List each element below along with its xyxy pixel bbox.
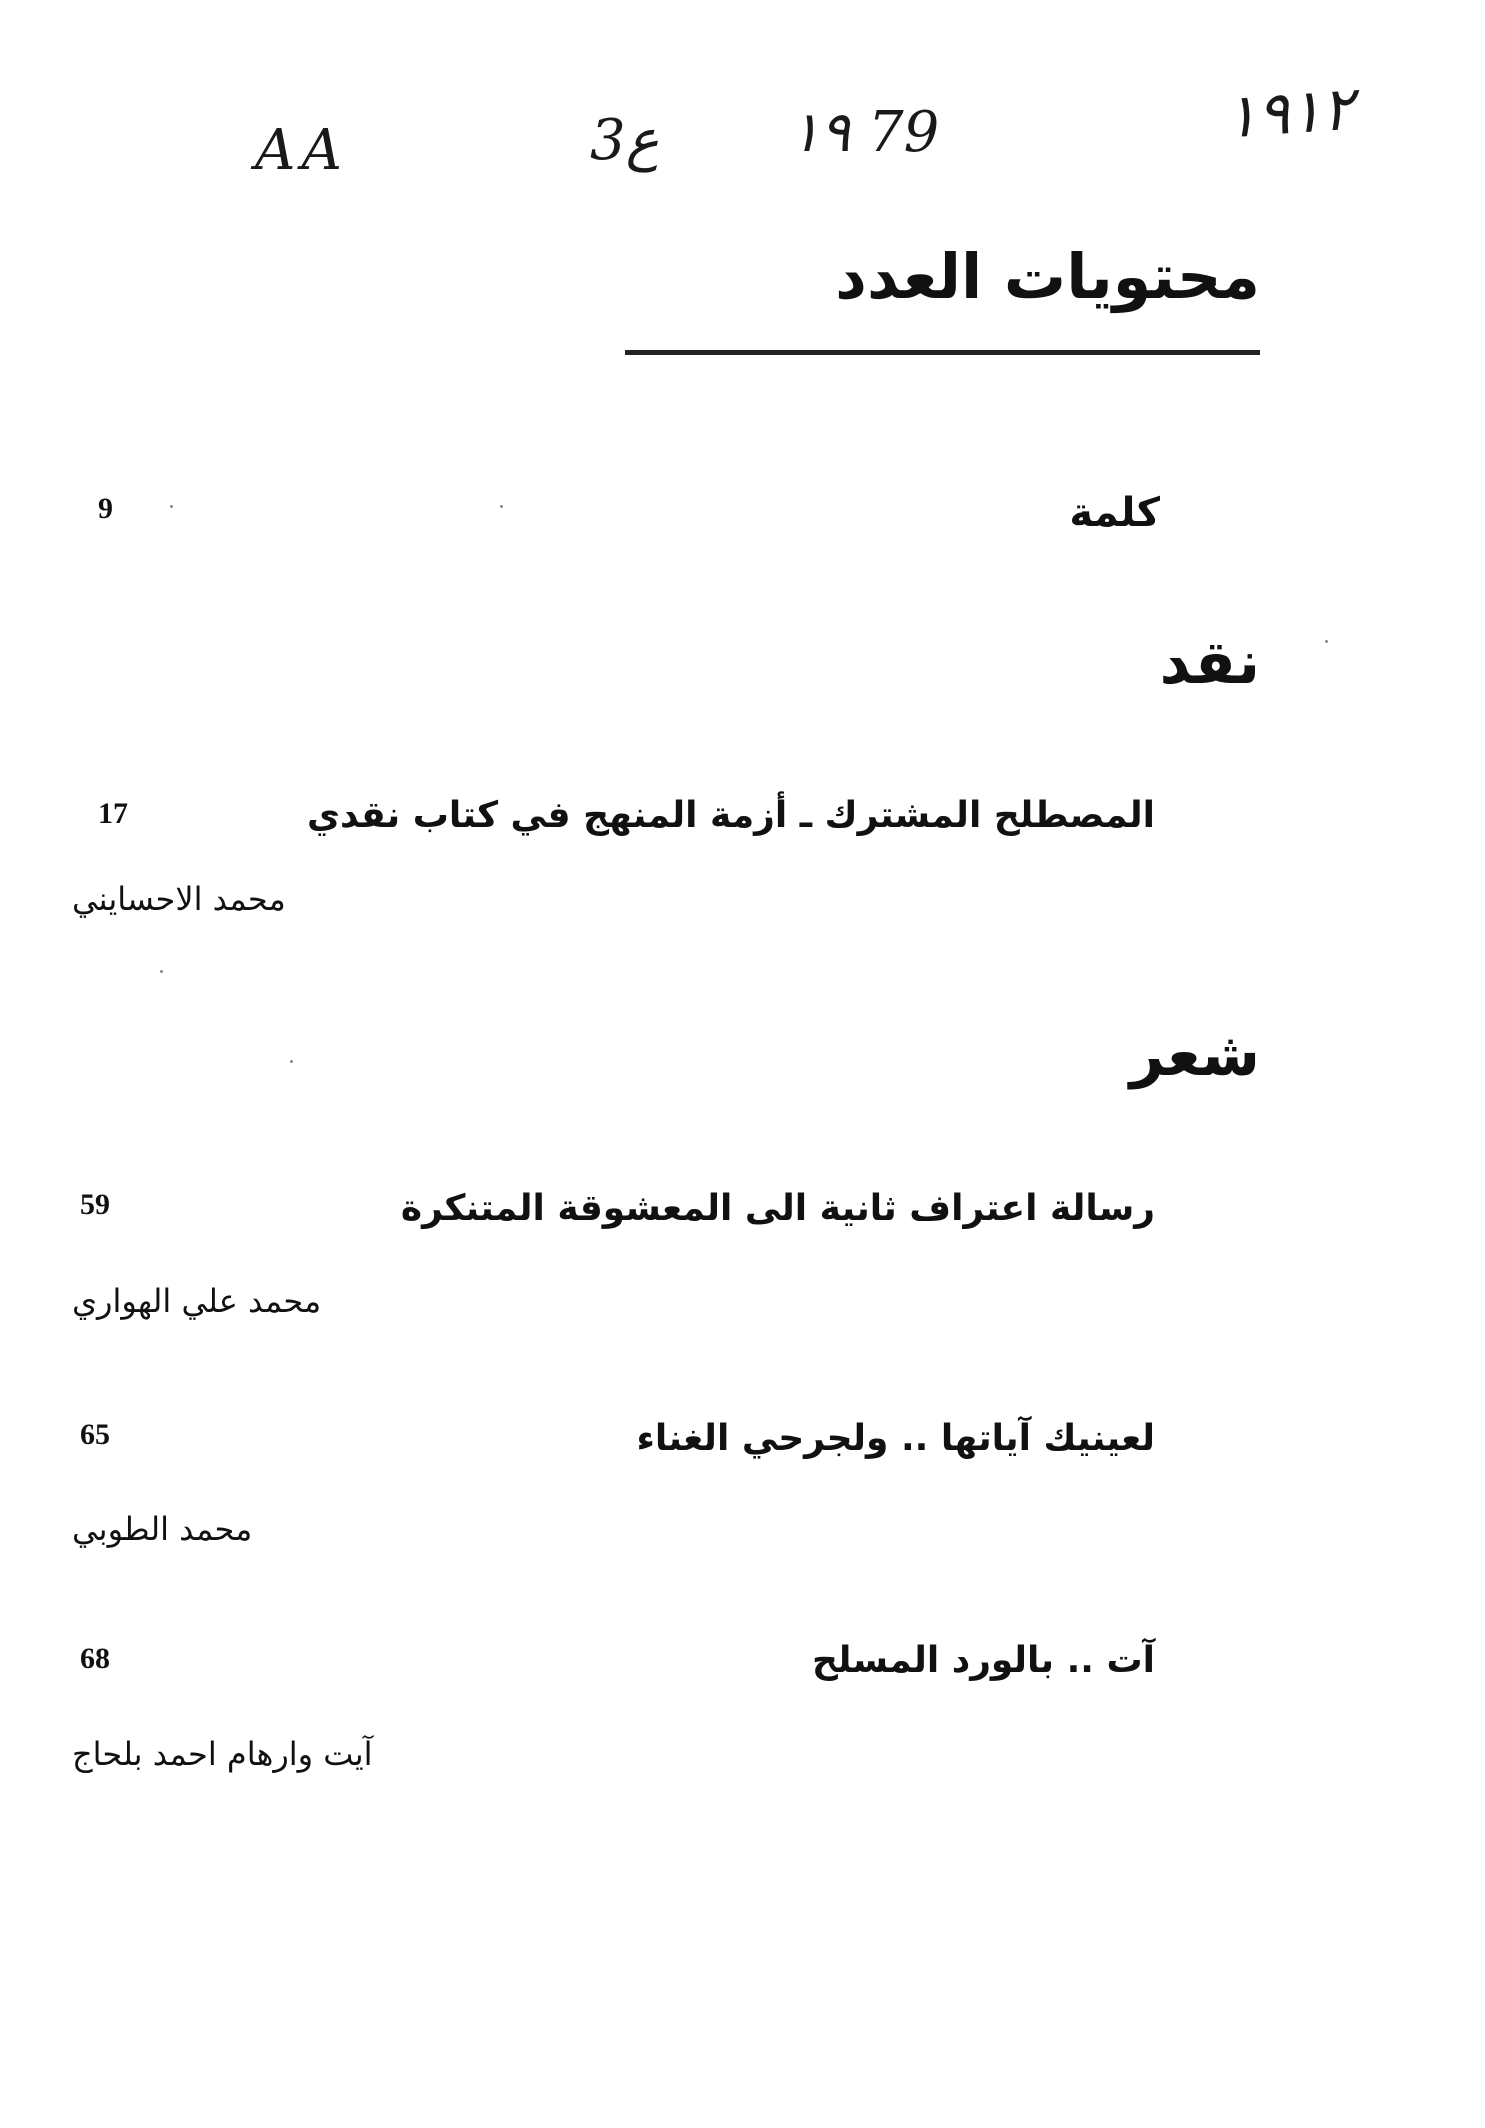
entry-title: لعينيك آياتها .. ولجرحي الغناء [636, 1418, 1155, 1459]
scan-speck [500, 505, 503, 508]
entry-title: المصطلح المشترك ـ أزمة المنهج في كتاب نقدي [306, 795, 1155, 836]
scan-speck [170, 505, 173, 508]
handwritten-mark: ١٩١٢ [1222, 73, 1357, 153]
title-underline [625, 350, 1260, 355]
page-number: 68 [80, 1642, 110, 1675]
section-heading-naqd: نقد [1159, 628, 1260, 698]
scan-speck [1325, 640, 1328, 643]
entry-author: محمد الاحسايني [72, 880, 286, 918]
entry-author: محمد الطوبي [72, 1510, 253, 1548]
page-number: 17 [98, 797, 128, 830]
entry-author: محمد علي الهواري [72, 1282, 322, 1320]
handwritten-mark: AA [255, 118, 348, 183]
handwritten-mark: ١٩ 79 [790, 100, 940, 165]
section-heading-kalima: كلمة [1069, 490, 1160, 536]
entry-title: رسالة اعتراف ثانية الى المعشوقة المتنكرة [400, 1188, 1155, 1229]
page-title: محتويات العدد [835, 240, 1260, 313]
scan-speck [160, 970, 163, 973]
scan-speck [290, 1060, 293, 1063]
page-number: 59 [80, 1188, 110, 1221]
section-heading-shir: شعر [1129, 1020, 1260, 1090]
page-number: 65 [80, 1418, 110, 1451]
entry-title: آت .. بالورد المسلح [811, 1640, 1155, 1681]
handwritten-mark: 3ع [590, 108, 660, 173]
entry-author: آيت وارهام احمد بلحاج [72, 1735, 373, 1773]
page-number: 9 [98, 492, 113, 525]
